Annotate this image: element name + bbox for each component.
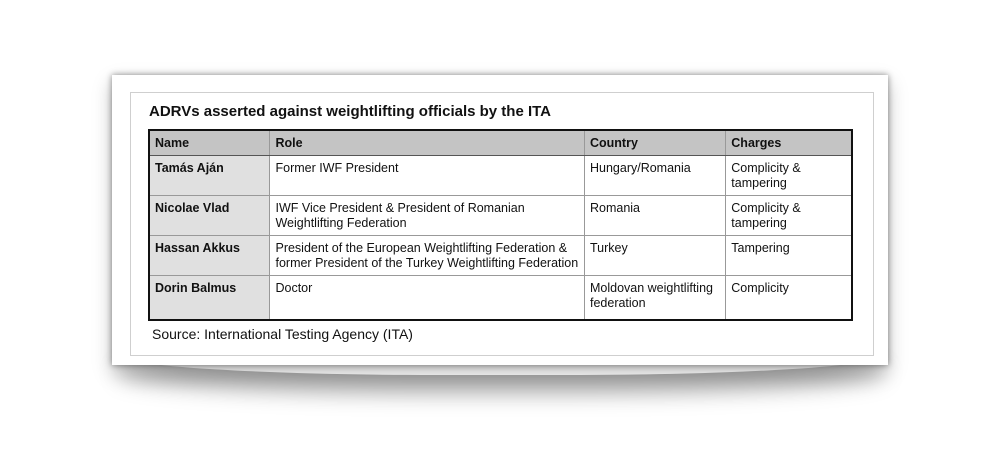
- cell-charges: Complicity: [726, 276, 852, 321]
- cell-charges: Complicity & tampering: [726, 196, 852, 236]
- adrv-table: [148, 129, 853, 321]
- cell-name: Hassan Akkus: [149, 236, 270, 276]
- cell-country: Turkey: [584, 236, 725, 276]
- table-row: [149, 156, 852, 196]
- cell-role: President of the European Weightlifting Federation & former President of the Turkey Weightlifting Federation: [270, 236, 585, 276]
- table-row: [149, 196, 852, 236]
- cell-name: Nicolae Vlad: [149, 196, 270, 236]
- header-charges: Charges: [726, 130, 852, 156]
- table-row: [149, 276, 852, 321]
- table-row: [149, 236, 852, 276]
- table-header-row: [149, 130, 852, 156]
- cell-country: Romania: [584, 196, 725, 236]
- header-name: Name: [149, 130, 270, 156]
- cell-charges: Tampering: [726, 236, 852, 276]
- cell-role: Former IWF President: [270, 156, 585, 196]
- table-frame: [130, 92, 874, 356]
- document-card: [112, 75, 888, 365]
- cell-country: Moldovan weightlifting federation: [584, 276, 725, 321]
- cell-role: Doctor: [270, 276, 585, 321]
- header-role: Role: [270, 130, 585, 156]
- header-country: Country: [584, 130, 725, 156]
- cell-role: IWF Vice President & President of Romanian Weightlifting Federation: [270, 196, 585, 236]
- cell-name: Tamás Aján: [149, 156, 270, 196]
- table-title: ADRVs asserted against weightlifting officials by the ITA: [149, 103, 552, 120]
- source-caption: Source: International Testing Agency (ITA): [152, 326, 413, 342]
- cell-charges: Complicity & tampering: [726, 156, 852, 196]
- cell-name: Dorin Balmus: [149, 276, 270, 321]
- cell-country: Hungary/Romania: [584, 156, 725, 196]
